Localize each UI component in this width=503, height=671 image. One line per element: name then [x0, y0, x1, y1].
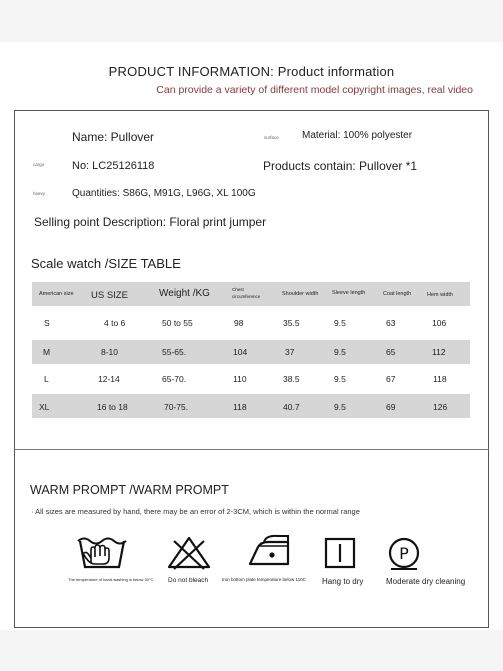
table-row-band: [32, 340, 470, 364]
table-cell: L: [44, 374, 49, 384]
table-cell: 9.5: [334, 374, 346, 384]
surface-tag: surface: [264, 135, 279, 140]
dry-clean-icon: [374, 533, 434, 571]
table-cell: 9.5: [334, 347, 346, 357]
table-cell: 37: [285, 347, 295, 357]
warm-prompt-title: WARM PROMPT /WARM PROMPT: [30, 483, 229, 497]
hand-wash-icon: [72, 533, 132, 571]
table-cell: 69: [386, 402, 396, 412]
table-header-cell: Shoulder width: [282, 291, 319, 297]
product-quantities: Quantities: S86G, M91G, L96G, XL 100G: [72, 188, 256, 199]
iron-icon: [244, 533, 304, 571]
table-header-cell: American size: [39, 291, 74, 297]
table-cell: 98: [234, 318, 244, 328]
table-cell: 9.5: [334, 318, 346, 328]
table-cell: 55-65.: [162, 347, 187, 357]
care-label: Do not bleach: [168, 577, 209, 584]
table-cell: 112: [432, 347, 446, 357]
warm-prompt-note: · All sizes are measured by hand, there may be an error of 2-3CM, which is within the normal range: [31, 507, 360, 516]
product-name: Name: Pullover: [72, 130, 155, 144]
table-cell: 104: [233, 347, 248, 357]
page-title: PRODUCT INFORMATION: Product information: [108, 64, 395, 79]
table-header-cell: Sleeve length: [332, 290, 366, 296]
table-cell: 65: [386, 347, 396, 357]
table-cell: 65-70.: [162, 374, 187, 384]
care-label: Iron bottom plate temperature below 110C: [222, 577, 306, 582]
table-cell: 63: [386, 318, 396, 328]
table-cell: 110: [233, 374, 247, 384]
no-bleach-icon: [159, 533, 219, 571]
table-cell: 4 to 6: [104, 318, 126, 328]
product-contains: Products contain: Pullover *1: [263, 159, 418, 173]
size-table-title: Scale watch /SIZE TABLE: [31, 256, 181, 271]
table-cell: 16 to 18: [97, 402, 128, 412]
table-cell: 50 to 55: [162, 318, 193, 328]
table-cell: 70-75.: [164, 402, 189, 412]
section-divider: [14, 449, 489, 450]
table-cell: M: [43, 347, 51, 357]
svg-text:P: P: [399, 544, 409, 563]
product-sheet: [0, 42, 503, 630]
table-cell: 9.5: [334, 402, 346, 412]
table-cell: 67: [386, 374, 396, 384]
care-label: Hang to dry: [322, 577, 364, 586]
table-cell: 12-14: [98, 374, 120, 384]
table-cell: S: [44, 318, 50, 328]
table-cell: 126: [433, 402, 448, 412]
table-header-cell: US SIZE: [91, 290, 128, 301]
table-cell: 8-10: [101, 347, 119, 357]
table-header-cell: Hem width: [427, 292, 453, 298]
table-cell: 38.5: [283, 374, 300, 384]
product-material: Material: 100% polyester: [302, 130, 413, 141]
page-subtitle: Can provide a variety of different model copyright images, real video: [156, 84, 473, 96]
table-header-cell: Chest circumference: [232, 287, 261, 299]
table-cell: 35.5: [283, 318, 300, 328]
care-label: The temperature of hand washing is below 30°C: [68, 577, 154, 582]
care-label: Moderate dry cleaning: [386, 577, 466, 586]
table-cell: 106: [432, 318, 447, 328]
table-cell: 118: [233, 402, 247, 412]
selling-point: Selling point Description: Floral print jumper: [34, 215, 267, 229]
product-number: No: LC25126118: [72, 160, 155, 172]
table-cell: 118: [433, 374, 447, 384]
table-header-cell: Weight /KG: [159, 288, 210, 299]
cargo-tag: cargo: [33, 162, 45, 167]
table-header-cell: Coat length: [383, 291, 412, 297]
table-cell: XL: [39, 402, 50, 412]
table-cell: 40.7: [283, 402, 300, 412]
heavy-tag: heavy: [33, 191, 46, 196]
hang-dry-icon: [310, 533, 370, 571]
